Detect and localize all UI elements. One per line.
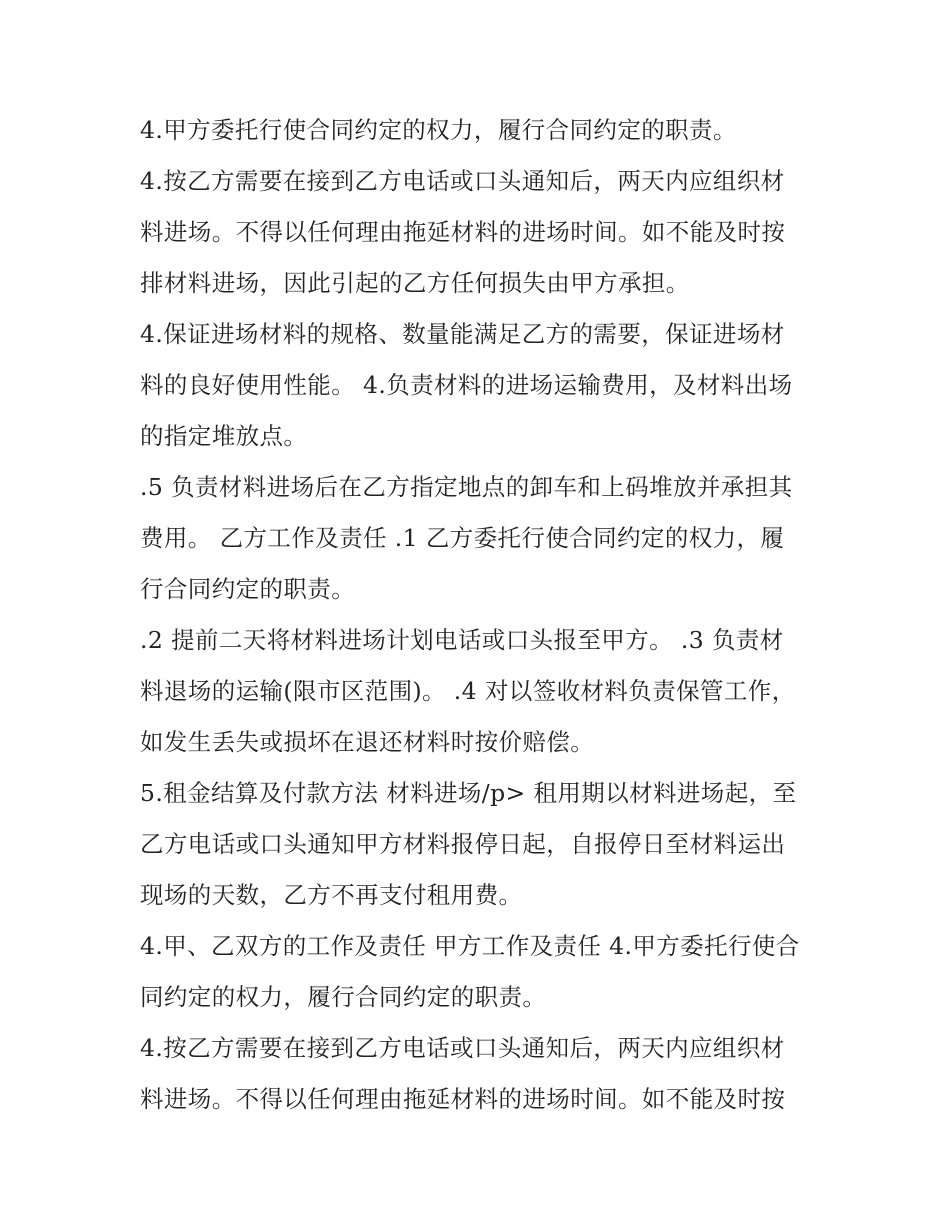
text-line: 4.甲方委托行使合同约定的权力，履行合同约定的职责。	[140, 116, 737, 144]
text-line: 4.保证进场材料的规格、数量能满足乙方的需要，保证进场材	[140, 320, 785, 348]
document-body	[140, 105, 815, 1125]
text-line: 料退场的运输(限市区范围)。 .4 对以签收材料负责保管工作，	[140, 677, 796, 705]
text-line: .2 提前二天将材料进场计划电话或口头报至甲方。 .3 负责材	[140, 626, 784, 654]
text-line: 4.甲、乙双方的工作及责任 甲方工作及责任 4.甲方委托行使合	[140, 932, 800, 960]
text-line: 如发生丢失或损坏在退还材料时按价赔偿。	[140, 728, 595, 756]
text-line: 料的良好使用性能。 4.负责材料的进场运输费用，及材料出场	[140, 371, 793, 399]
text-line: 4.按乙方需要在接到乙方电话或口头通知后，两天内应组织材	[140, 167, 785, 195]
text-line: 的指定堆放点。	[140, 422, 308, 450]
text-line: 费用。 乙方工作及责任 .1 乙方委托行使合同约定的权力，履	[140, 524, 785, 552]
text-line: .5 负责材料进场后在乙方指定地点的卸车和上码堆放并承担其	[140, 473, 793, 501]
text-line: 4.按乙方需要在接到乙方电话或口头通知后，两天内应组织材	[140, 1034, 785, 1062]
text-line: 料进场。不得以任何理由拖延材料的进场时间。如不能及时按	[140, 218, 786, 246]
text-line: 现场的天数，乙方不再支付租用费。	[140, 881, 523, 909]
text-line: 5.租金结算及付款方法 材料进场/p> 租用期以材料进场起，至	[140, 779, 797, 807]
text-line: 排材料进场，因此引起的乙方任何损失由甲方承担。	[140, 269, 690, 297]
text-line: 料进场。不得以任何理由拖延材料的进场时间。如不能及时按	[140, 1085, 786, 1113]
text-line: 同约定的权力，履行合同约定的职责。	[140, 983, 547, 1011]
text-line: 乙方电话或口头通知甲方材料报停日起，自报停日至材料运出	[140, 830, 786, 858]
text-line: 行合同约定的职责。	[140, 575, 356, 603]
